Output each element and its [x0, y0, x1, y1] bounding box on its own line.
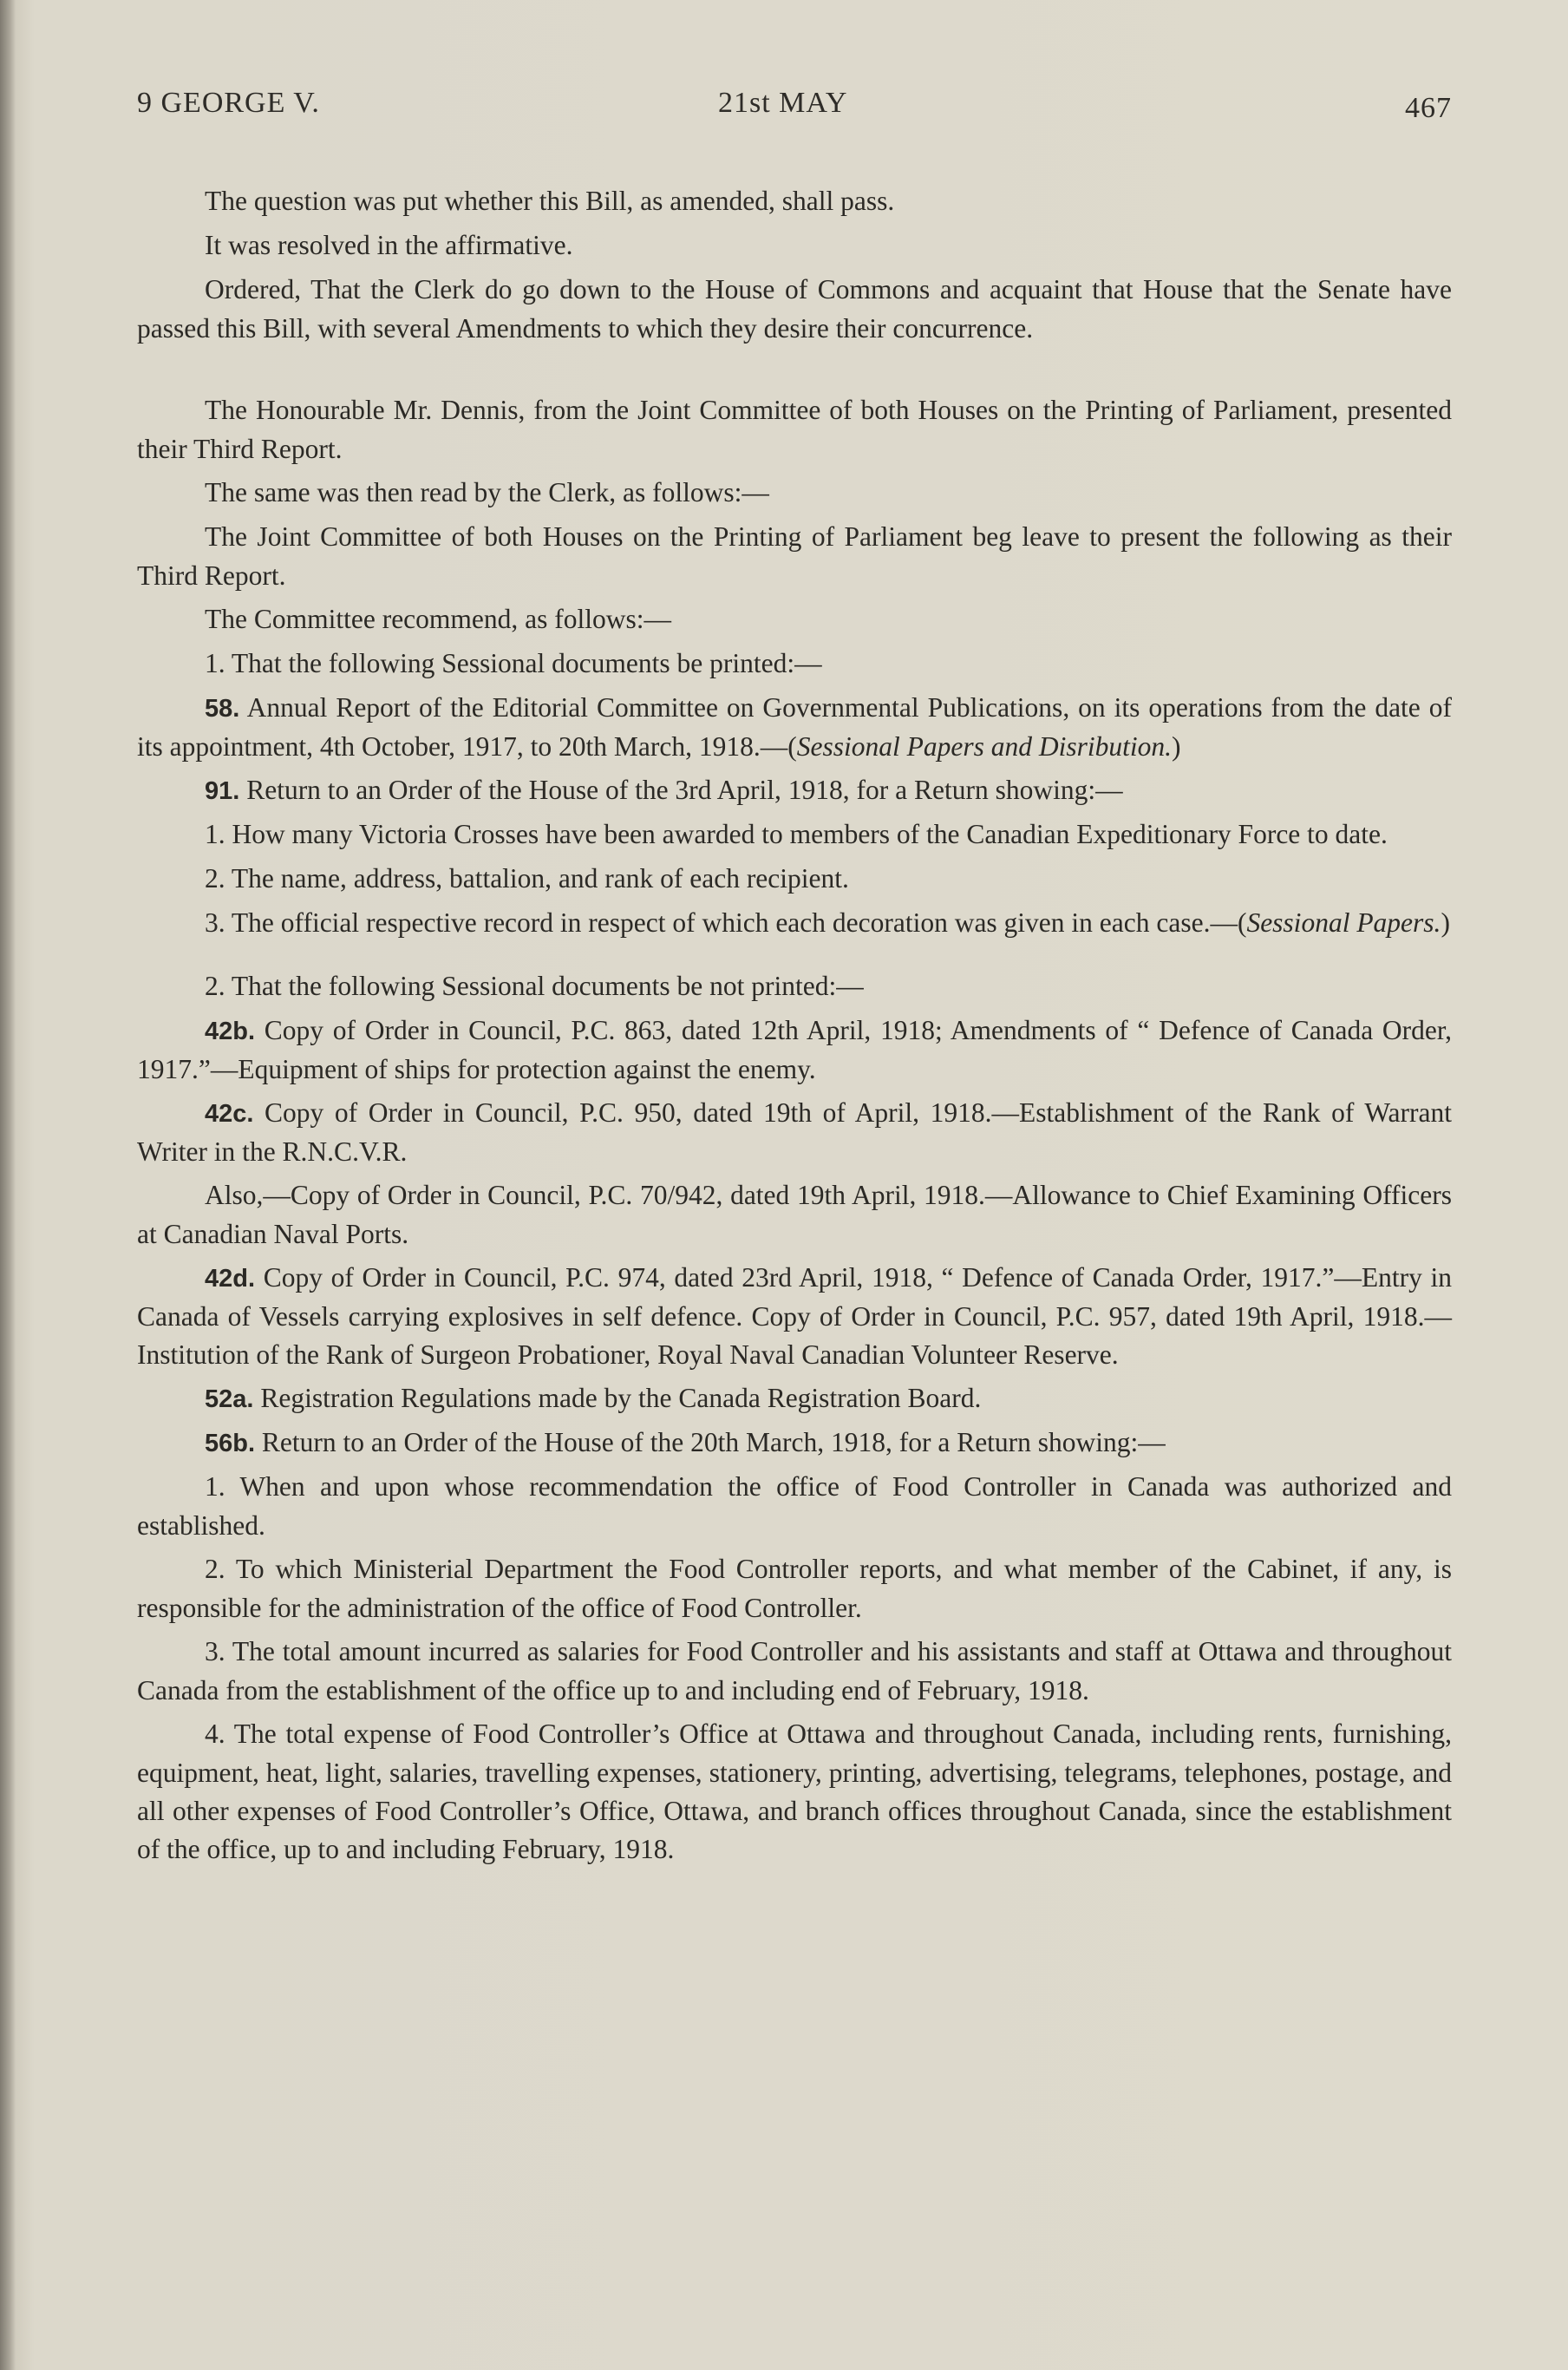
- page-number: 467: [1405, 92, 1452, 124]
- paragraph: Ordered, That the Clerk do go down to the House of Commons and acquaint that House that the Senate have passed this Bill, with several Amendments to which they desire their concurrence.: [137, 274, 1452, 344]
- paragraph: 2. The name, address, battalion, and rank of each recipient.: [205, 863, 849, 894]
- paragraph-item-52a: 52a. Registration Regulations made by the Canada Registration Board.: [205, 1383, 982, 1413]
- paragraph: The Committee recommend, as follows:—: [205, 604, 672, 634]
- paragraph: 2. That the following Sessional documents be not printed:—: [205, 971, 864, 1001]
- paragraph: It was resolved in the affirmative.: [205, 230, 573, 260]
- paragraph-item-56b: 56b. Return to an Order of the House of the 20th March, 1918, for a Return showing:—: [205, 1427, 1166, 1457]
- paragraph: 3. The total amount incurred as salaries for Food Controller and his assistants and staff at Ottawa and throughout Canada from the establishment of the office up to and including end of February, 1918.: [137, 1636, 1452, 1705]
- paragraph: 1. How many Victoria Crosses have been awarded to members of the Canadian Expeditionary Force to date.: [205, 819, 1388, 849]
- paragraph: The same was then read by the Clerk, as follows:—: [205, 477, 769, 507]
- paragraph: Also,—Copy of Order in Council, P.C. 70/942, dated 19th April, 1918.—Allowance to Chief Examining Officers at Canadian Naval Ports.: [137, 1180, 1452, 1249]
- paragraph: The question was put whether this Bill, as amended, shall pass.: [205, 186, 895, 216]
- paragraph-item-58: 58. Annual Report of the Editorial Committee on Governmental Publications, on its operations from the date of its appointment, 4th October, 1917, to 20th March, 1918.—(Sessional Papers and Disribution.): [137, 692, 1453, 762]
- paragraph-item-42c: 42c. Copy of Order in Council, P.C. 950, dated 19th of April, 1918.—Establishment of the Rank of Warrant Writer in the R.N.C.V.R.: [137, 1097, 1453, 1167]
- paragraph: 4. The total expense of Food Controller’s Office at Ottawa and throughout Canada, including rents, furnishing, equipment, heat, light, salaries, travelling expenses, stationery, printing, advertising, telegrams, telephones, postage, and all other expenses of Food Controller’s Office, Ottawa, and branch offices throughout Canada, since the establishment of the office, up to and including February, 1918.: [137, 1719, 1452, 1864]
- paragraph-item-42b: 42b. Copy of Order in Council, P.C. 863, dated 12th April, 1918; Amendments of “ Defence of Canada Order, 1917.”—Equipment of ships for protection against the enemy.: [137, 1015, 1453, 1084]
- paragraph: The Joint Committee of both Houses on the Printing of Parliament beg leave to present the following as their Third Report.: [137, 521, 1452, 591]
- paragraph-item-91: 91. Return to an Order of the House of the 3rd April, 1918, for a Return showing:—: [205, 775, 1123, 805]
- header-session: 9 GEORGE V.: [137, 87, 320, 119]
- running-header: [137, 87, 1452, 139]
- paragraph: The Honourable Mr. Dennis, from the Joint Committee of both Houses on the Printing of Parliament, presented their Third Report.: [137, 395, 1452, 464]
- paragraph: 2. To which Ministerial Department the Food Controller reports, and what member of the Cabinet, if any, is responsible for the administration of the office of Food Controller.: [137, 1554, 1452, 1623]
- paragraph: 1. When and upon whose recommendation the office of Food Controller in Canada was authorized and established.: [137, 1471, 1452, 1541]
- paragraph: 3. The official respective record in respect of which each decoration was given in each case.—(Sessional Papers.): [205, 907, 1450, 938]
- paragraph: 1. That the following Sessional documents be printed:—: [205, 648, 822, 678]
- journal-body: [137, 182, 1452, 1874]
- header-date: 21st MAY: [718, 87, 848, 119]
- book-spine-shadow: [0, 0, 16, 2370]
- paragraph-item-42d: 42d. Copy of Order in Council, P.C. 974, dated 23rd April, 1918, “ Defence of Canada Order, 1917.”—Entry in Canada of Vessels carrying explosives in self defence. Copy of Order in Council, P.C. 957, dated 19th April, 1918.—Institution of the Rank of Surgeon Probationer, Royal Naval Canadian Volunteer Reserve.: [137, 1262, 1453, 1370]
